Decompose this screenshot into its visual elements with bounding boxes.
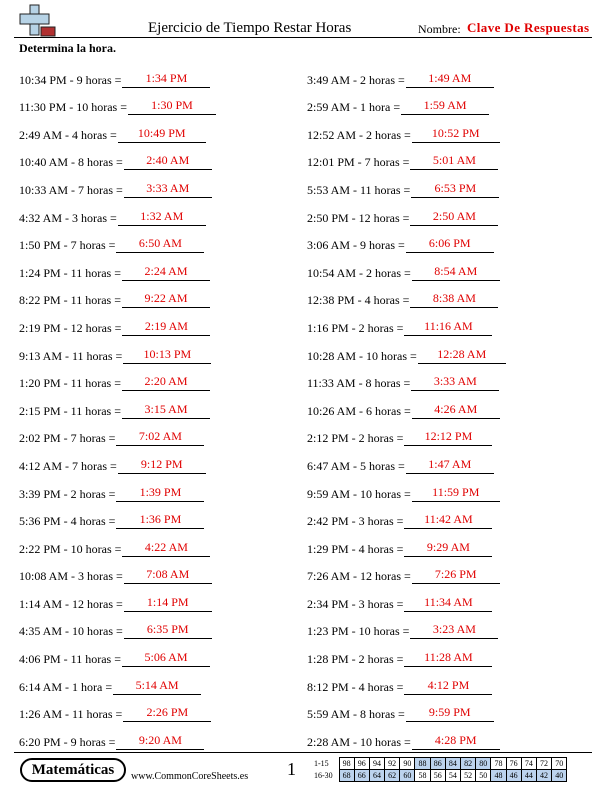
score-cell: 78	[491, 758, 506, 770]
problem-question: 10:33 AM - 7 horas =	[19, 182, 123, 197]
answer-blank[interactable]: 9:59 PM	[406, 705, 494, 722]
problem-row	[19, 584, 216, 612]
problem-question: 5:59 AM - 8 horas =	[307, 707, 405, 722]
problem-row	[19, 60, 216, 88]
score-cell: 54	[445, 770, 460, 782]
problem-question: 12:52 AM - 2 horas =	[307, 127, 411, 142]
score-cell: 90	[400, 758, 415, 770]
problem-row	[307, 695, 506, 723]
problem-row	[307, 115, 506, 143]
problem-row	[19, 88, 216, 116]
problem-question: 1:24 PM - 11 horas =	[19, 265, 121, 280]
problem-question: 4:32 AM - 3 horas =	[19, 210, 117, 225]
problem-row	[307, 667, 506, 695]
answer-blank[interactable]: 4:26 AM	[412, 402, 500, 419]
problem-row	[19, 143, 216, 171]
score-cell: 62	[385, 770, 400, 782]
problem-question: 5:53 AM - 11 horas =	[307, 182, 411, 197]
answer-blank[interactable]: 1:49 AM	[406, 71, 494, 88]
answer-blank[interactable]: 6:53 PM	[411, 181, 499, 198]
answer-blank[interactable]: 5:01 AM	[410, 153, 498, 170]
problem-row	[307, 474, 506, 502]
answer-blank[interactable]: 1:14 PM	[124, 595, 212, 612]
score-cell: 64	[369, 770, 384, 782]
score-cell: 92	[385, 758, 400, 770]
problem-row	[307, 281, 506, 309]
problem-question: 1:28 PM - 2 horas =	[307, 652, 404, 667]
answer-blank[interactable]: 1:39 PM	[116, 485, 204, 502]
problem-row	[307, 391, 506, 419]
answer-blank[interactable]: 10:13 PM	[123, 347, 211, 364]
problem-question: 4:35 AM - 10 horas =	[19, 624, 123, 639]
problem-row	[307, 612, 506, 640]
score-range-label: 1-15	[314, 759, 329, 768]
instructions: Determina la hora.	[19, 41, 116, 55]
score-cell: 68	[339, 770, 354, 782]
right-problem-column	[307, 60, 506, 750]
problem-question: 10:28 AM - 10 horas =	[307, 348, 417, 363]
answer-blank[interactable]: 10:52 PM	[412, 126, 500, 143]
problem-question: 3:06 AM - 9 horas =	[307, 238, 405, 253]
problem-row	[307, 143, 506, 171]
problem-question: 6:14 AM - 1 hora =	[19, 679, 113, 694]
problem-row	[307, 722, 506, 750]
problem-row	[19, 198, 216, 226]
problem-question: 2:22 PM - 10 horas =	[19, 541, 122, 556]
answer-blank[interactable]: 10:49 PM	[118, 126, 206, 143]
score-cell: 42	[536, 770, 551, 782]
problem-question: 1:29 PM - 4 horas =	[307, 541, 404, 556]
problem-question: 11:30 PM - 10 horas =	[19, 100, 127, 115]
score-row	[313, 770, 567, 782]
problem-question: 9:59 AM - 10 horas =	[307, 486, 411, 501]
answer-blank[interactable]: 11:59 PM	[412, 485, 500, 502]
score-cell: 96	[354, 758, 369, 770]
footer-divider	[14, 752, 592, 753]
answer-blank[interactable]: 5:06 AM	[122, 650, 210, 667]
answer-blank[interactable]: 2:26 PM	[123, 705, 211, 722]
answer-blank[interactable]: 3:15 AM	[122, 402, 210, 419]
answer-blank[interactable]: 1:34 PM	[122, 71, 210, 88]
answer-blank[interactable]: 9:22 AM	[122, 291, 210, 308]
score-range-label: 16-30	[314, 771, 333, 780]
answer-blank[interactable]: 7:26 PM	[412, 567, 500, 584]
problem-question: 2:42 PM - 3 horas =	[307, 514, 404, 529]
problem-row	[307, 584, 506, 612]
problem-question: 7:26 AM - 12 horas =	[307, 569, 411, 584]
answer-blank[interactable]: 4:28 PM	[412, 733, 500, 750]
problem-question: 1:23 PM - 10 horas =	[307, 624, 410, 639]
score-cell: 50	[476, 770, 491, 782]
answer-blank[interactable]: 11:42 AM	[404, 512, 492, 529]
problem-question: 1:16 PM - 2 horas =	[307, 320, 404, 335]
answer-blank[interactable]: 1:47 AM	[406, 457, 494, 474]
problem-question: 2:19 PM - 12 horas =	[19, 320, 122, 335]
problem-question: 2:12 PM - 2 horas =	[307, 431, 404, 446]
problem-question: 10:40 AM - 8 horas =	[19, 155, 123, 170]
score-cell: 98	[339, 758, 354, 770]
answer-blank[interactable]: 11:16 AM	[404, 319, 492, 336]
answer-blank[interactable]: 4:12 PM	[404, 678, 492, 695]
problem-row	[19, 502, 216, 530]
problem-question: 10:08 AM - 3 horas =	[19, 569, 123, 584]
problem-row	[307, 60, 506, 88]
score-cell: 40	[552, 770, 567, 782]
problem-row	[19, 667, 216, 695]
answer-blank[interactable]: 7:02 AM	[116, 429, 204, 446]
problem-row	[307, 639, 506, 667]
problem-row	[19, 281, 216, 309]
problem-question: 3:49 AM - 2 horas =	[307, 72, 405, 87]
problem-row	[19, 308, 216, 336]
answer-blank[interactable]: 9:20 AM	[116, 733, 204, 750]
problem-row	[19, 722, 216, 750]
problem-question: 1:26 AM - 11 horas =	[19, 707, 123, 722]
answer-blank[interactable]: 7:08 AM	[124, 567, 212, 584]
problem-row	[307, 198, 506, 226]
problem-row	[19, 364, 216, 392]
problem-question: 2:59 AM - 1 hora =	[307, 100, 401, 115]
answer-blank[interactable]: 2:20 AM	[122, 374, 210, 391]
page-number: 1	[287, 759, 296, 779]
problem-row	[307, 364, 506, 392]
problem-question: 6:47 AM - 5 horas =	[307, 458, 405, 473]
answer-blank[interactable]: 3:33 AM	[124, 181, 212, 198]
problem-row	[307, 446, 506, 474]
problem-question: 10:34 PM - 9 horas =	[19, 72, 122, 87]
problem-question: 2:28 AM - 10 horas =	[307, 734, 411, 749]
answer-blank[interactable]: 1:36 PM	[116, 512, 204, 529]
problem-row	[307, 88, 506, 116]
answer-blank[interactable]: 2:40 AM	[124, 153, 212, 170]
problem-question: 1:20 PM - 11 horas =	[19, 376, 121, 391]
problem-row	[19, 226, 216, 254]
problem-question: 4:12 AM - 7 horas =	[19, 458, 117, 473]
answer-blank[interactable]: 2:50 AM	[410, 209, 498, 226]
problem-row	[19, 336, 216, 364]
problem-question: 8:22 PM - 11 horas =	[19, 293, 121, 308]
problem-row	[19, 529, 216, 557]
problem-question: 1:50 PM - 7 horas =	[19, 238, 116, 253]
answer-blank[interactable]: 6:35 PM	[124, 622, 212, 639]
problem-row	[19, 612, 216, 640]
score-cell: 80	[476, 758, 491, 770]
problem-question: 9:13 AM - 11 horas =	[19, 348, 123, 363]
answer-blank[interactable]: 1:59 AM	[401, 98, 489, 115]
problem-row	[19, 557, 216, 585]
answer-blank[interactable]: 9:29 AM	[404, 540, 492, 557]
problem-question: 3:39 PM - 2 horas =	[19, 486, 116, 501]
score-cell: 44	[521, 770, 536, 782]
page-title: Ejercicio de Tiempo Restar Horas	[148, 20, 352, 36]
answer-blank[interactable]: 12:12 PM	[404, 429, 492, 446]
problem-question: 4:06 PM - 11 horas =	[19, 652, 121, 667]
answer-blank[interactable]: 11:28 AM	[404, 650, 492, 667]
problem-row	[307, 529, 506, 557]
answer-blank[interactable]: 2:19 AM	[122, 319, 210, 336]
answer-blank[interactable]: 3:33 AM	[411, 374, 499, 391]
problem-question: 2:50 PM - 12 horas =	[307, 210, 410, 225]
problem-question: 12:38 PM - 4 horas =	[307, 293, 410, 308]
score-cell: 76	[506, 758, 521, 770]
answer-blank[interactable]: 8:54 AM	[412, 264, 500, 281]
score-cell: 58	[415, 770, 430, 782]
name-value: Clave De Respuestas	[467, 20, 590, 35]
plus-minus-logo-icon	[16, 3, 56, 39]
problem-row	[19, 253, 216, 281]
problem-row	[307, 419, 506, 447]
problem-question: 2:34 PM - 3 horas =	[307, 596, 404, 611]
answer-blank[interactable]: 8:38 AM	[410, 291, 498, 308]
problem-row	[19, 391, 216, 419]
subject-badge: Matemáticas	[20, 758, 126, 782]
score-cell: 46	[506, 770, 521, 782]
answer-blank[interactable]: 9:12 PM	[118, 457, 206, 474]
answer-blank[interactable]: 5:14 AM	[113, 678, 201, 695]
score-cell: 70	[552, 758, 567, 770]
problem-row	[307, 226, 506, 254]
problem-row	[307, 170, 506, 198]
score-cell: 72	[536, 758, 551, 770]
problem-row	[19, 474, 216, 502]
answer-blank[interactable]: 6:06 PM	[406, 236, 494, 253]
answer-blank[interactable]: 1:32 AM	[118, 209, 206, 226]
score-cell: 56	[430, 770, 445, 782]
score-table	[313, 757, 567, 782]
problem-row	[19, 695, 216, 723]
score-cell: 74	[521, 758, 536, 770]
problem-row	[19, 419, 216, 447]
problem-question: 5:36 PM - 4 horas =	[19, 514, 116, 529]
problem-question: 2:15 PM - 11 horas =	[19, 403, 121, 418]
problem-row	[19, 639, 216, 667]
score-cell: 82	[461, 758, 476, 770]
header-divider	[14, 37, 592, 38]
left-problem-column	[19, 60, 216, 750]
problem-row	[307, 502, 506, 530]
answer-blank[interactable]: 6:50 AM	[116, 236, 204, 253]
problem-row	[19, 115, 216, 143]
score-cell: 88	[415, 758, 430, 770]
answer-blank[interactable]: 2:24 AM	[122, 264, 210, 281]
answer-blank[interactable]: 4:22 AM	[122, 540, 210, 557]
problem-row	[19, 446, 216, 474]
problem-row	[19, 170, 216, 198]
problem-question: 1:14 AM - 12 horas =	[19, 596, 123, 611]
score-cell: 86	[430, 758, 445, 770]
problem-row	[307, 308, 506, 336]
problem-row	[307, 336, 506, 364]
problem-row	[307, 557, 506, 585]
problem-question: 2:02 PM - 7 horas =	[19, 431, 116, 446]
problem-question: 12:01 PM - 7 horas =	[307, 155, 410, 170]
answer-blank[interactable]: 3:23 AM	[410, 622, 498, 639]
problem-question: 10:54 AM - 2 horas =	[307, 265, 411, 280]
problem-row	[307, 253, 506, 281]
score-cell: 66	[354, 770, 369, 782]
answer-blank[interactable]: 1:30 PM	[128, 98, 216, 115]
score-cell: 84	[445, 758, 460, 770]
problem-question: 2:49 AM - 4 horas =	[19, 127, 117, 142]
answer-blank[interactable]: 12:28 AM	[418, 347, 506, 364]
name-label: Nombre:	[418, 22, 461, 36]
score-cell: 94	[369, 758, 384, 770]
problem-question: 11:33 AM - 8 horas =	[307, 376, 411, 391]
problem-question: 10:26 AM - 6 horas =	[307, 403, 411, 418]
score-cell: 60	[400, 770, 415, 782]
score-cell: 52	[461, 770, 476, 782]
problem-question: 8:12 PM - 4 horas =	[307, 679, 404, 694]
site-url: www.CommonCoreSheets.es	[131, 771, 249, 782]
score-row	[313, 758, 567, 770]
problem-question: 6:20 PM - 9 horas =	[19, 734, 116, 749]
answer-blank[interactable]: 11:34 AM	[404, 595, 492, 612]
score-cell: 48	[491, 770, 506, 782]
